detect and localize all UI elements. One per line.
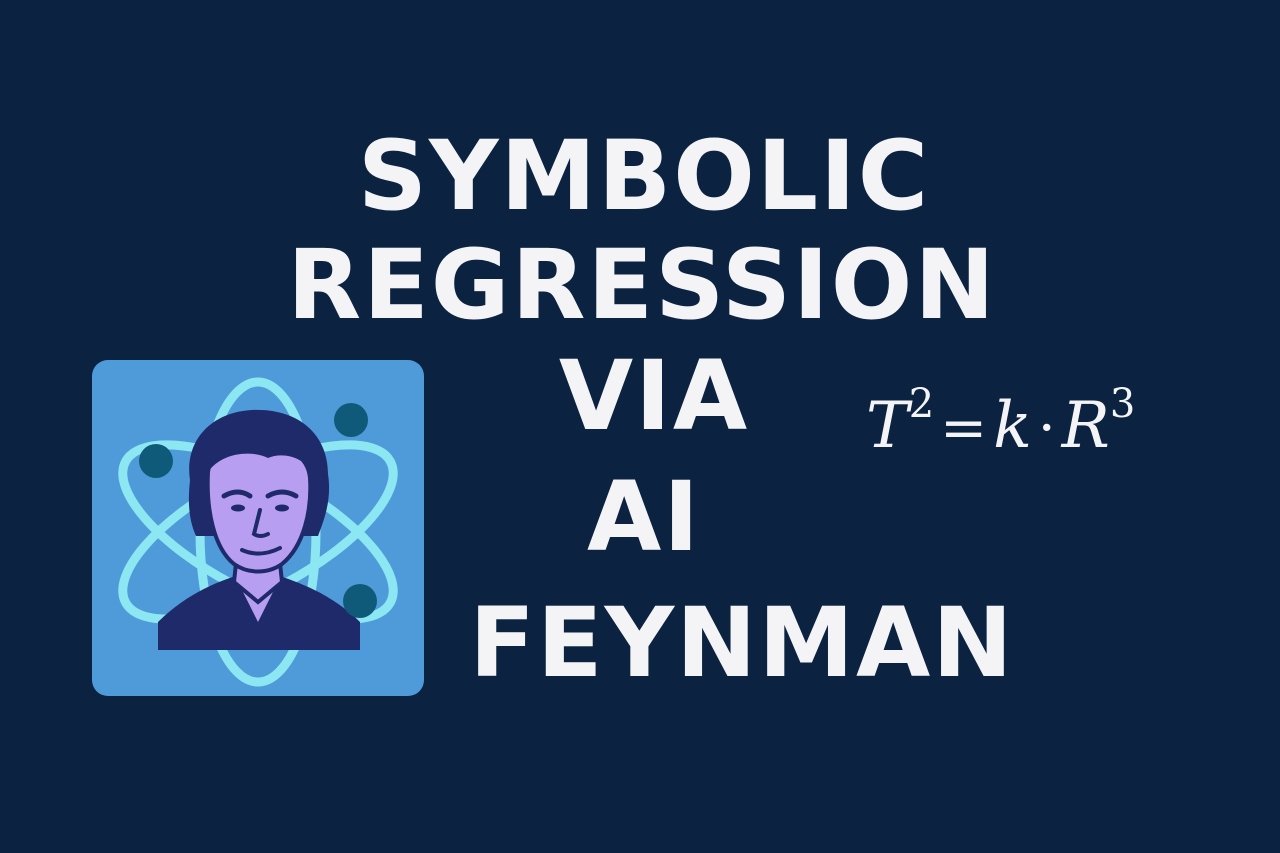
title-line-5: FEYNMAN bbox=[469, 587, 1015, 699]
equation-equals: = bbox=[940, 396, 988, 461]
kepler-equation bbox=[866, 381, 1136, 463]
electron-left bbox=[139, 444, 173, 478]
equation-rhs-variable: R bbox=[1061, 389, 1110, 463]
left-eye bbox=[231, 505, 245, 512]
equation-lhs-variable: T bbox=[866, 389, 909, 463]
title-line-3: VIA bbox=[558, 340, 750, 452]
electron-top-right bbox=[334, 403, 368, 437]
right-eye bbox=[275, 505, 289, 512]
equation-dot: · bbox=[1037, 396, 1056, 461]
electron-bottom-right bbox=[343, 584, 377, 618]
atom-portrait-logo bbox=[92, 360, 424, 696]
title-line-4: AI bbox=[586, 461, 701, 573]
equation-lhs-exponent: 2 bbox=[908, 381, 935, 427]
equation-rhs-exponent: 3 bbox=[1109, 381, 1136, 427]
title-line-1: SYMBOLIC bbox=[357, 120, 931, 232]
equation-constant: k bbox=[993, 389, 1032, 463]
atom-portrait-icon bbox=[92, 360, 424, 696]
title-line-2: REGRESSION bbox=[287, 229, 997, 341]
